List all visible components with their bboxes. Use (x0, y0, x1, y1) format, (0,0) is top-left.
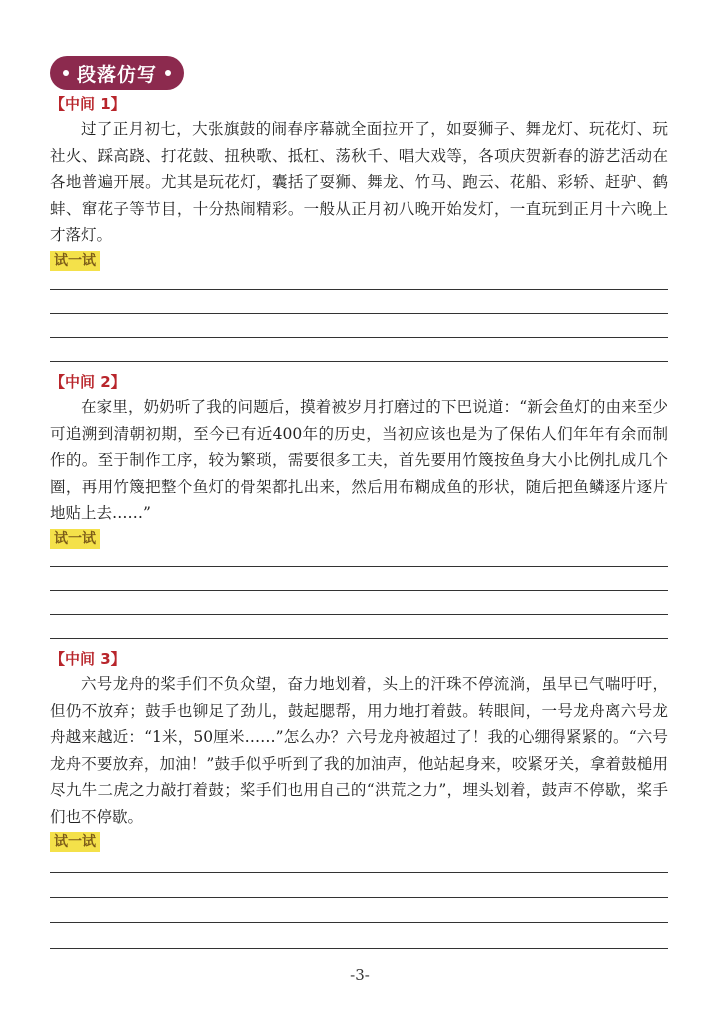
writing-line[interactable] (50, 361, 668, 362)
writing-line[interactable] (50, 590, 668, 591)
writing-line[interactable] (50, 566, 668, 567)
bullet-dot-right (165, 70, 171, 76)
writing-line[interactable] (50, 638, 668, 639)
try-it-label: 试一试 (50, 529, 100, 549)
try-it-label: 试一试 (50, 832, 100, 852)
writing-line[interactable] (50, 614, 668, 615)
section-title: 段落仿写 (76, 63, 157, 86)
writing-line[interactable] (50, 897, 668, 898)
exercise-paragraph: 在家里，奶奶听了我的问题后，摸着被岁月打磨过的下巴说道：“新会鱼灯的由来至少可追溯到清朝初期，至今已有近400年的历史，当初应该也是为了保佑人们年年有余而制作的。至于制作工序，较为繁琐，需要很多工夫，首先要用竹篾按鱼身大小比例扎成几个圈，再用竹篾把整个鱼灯的骨架都扎出来，然后用布糊成鱼的形状，随后把鱼鳞逐片逐片地贴上去……” (50, 398, 668, 522)
writing-line[interactable] (50, 948, 668, 949)
exercise-label: 【中间 2】 (50, 373, 126, 391)
exercise-label: 【中间 1】 (50, 95, 126, 113)
section-title-badge (50, 56, 184, 90)
bullet-dot-left (63, 70, 69, 76)
try-it-label: 试一试 (50, 251, 100, 271)
writing-line[interactable] (50, 337, 668, 338)
page-number: -3- (350, 966, 370, 984)
exercise-label: 【中间 3】 (50, 650, 126, 668)
exercise-section-1 (50, 92, 668, 271)
exercise-section-3 (50, 647, 668, 852)
exercise-paragraph: 六号龙舟的桨手们不负众望，奋力地划着，头上的汗珠不停流淌，虽早已气喘吁吁，但仍不放弃；鼓手也铆足了劲儿，鼓起腮帮，用力地打着鼓。转眼间，一号龙舟离六号龙舟越来越近：“1米，50厘米……”怎么办？六号龙舟被超过了！我的心绷得紧紧的。“六号龙舟不要放弃，加油！”鼓手似乎听到了我的加油声，他站起身来，咬紧牙关，拿着鼓槌用尽九牛二虎之力敲打着鼓；桨手们也用自己的“洪荒之力”，埋头划着，鼓声不停歇，桨手们也不停歇。 (50, 675, 668, 826)
exercise-paragraph: 过了正月初七，大张旗鼓的闹春序幕就全面拉开了，如耍狮子、舞龙灯、玩花灯、玩社火、踩高跷、打花鼓、扭秧歌、抵杠、荡秋千、唱大戏等，各项庆贺新春的游艺活动在各地普遍开展。尤其是玩花灯，囊括了耍狮、舞龙、竹马、跑云、花船、彩轿、赶驴、鹤蚌、窜花子等节目，十分热闹精彩。一般从正月初八晚开始发灯，一直玩到正月十六晚上才落灯。 (50, 120, 668, 244)
writing-line[interactable] (50, 289, 668, 290)
writing-line[interactable] (50, 313, 668, 314)
writing-line[interactable] (50, 872, 668, 873)
exercise-section-2 (50, 370, 668, 549)
writing-line[interactable] (50, 922, 668, 923)
